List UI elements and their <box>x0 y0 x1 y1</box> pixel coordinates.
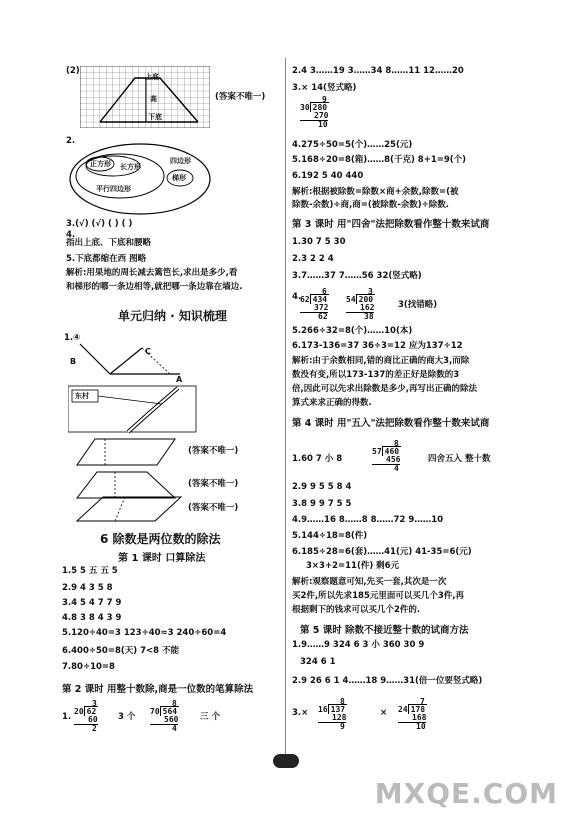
answer-line: 3.4 5 4 7 7 9 <box>62 598 122 608</box>
analysis-line: 解析:根据被除数=除数×商+余数,除数=(被 <box>292 187 459 197</box>
long-division: 7 24 178 168 10 <box>398 697 427 731</box>
answer-line: 5.120÷40=3 123÷40≈3 240÷60=4 <box>62 628 227 638</box>
answer-line: 2.9 9 5 5 8 4 <box>292 482 352 492</box>
answer-note: (答案不唯一) <box>215 92 266 102</box>
analysis-line: 倍,因此可以先求出除数是多少,再写出正确的除法 <box>292 384 477 394</box>
answer-line: 3 个 <box>118 712 136 722</box>
point-label-a: A <box>176 375 183 384</box>
answer-line: 7.80÷10=8 <box>62 662 115 672</box>
answer-line: 4. <box>292 292 302 302</box>
long-division: 8 57 460 456 4 <box>372 439 401 473</box>
analysis-line: 解析:由于余数相同,错的商比正确的商大3,而除 <box>292 356 470 366</box>
answer-line: 4. <box>66 230 76 240</box>
answer-line: 3.(√) (√) ( ) ( ) <box>66 219 133 229</box>
answer-line: 四舍五入 整十数 <box>428 454 491 464</box>
angle-figure <box>70 340 190 380</box>
answer-line: 1.60 7 小 8 <box>292 454 343 464</box>
answer-line: 3(找错略) <box>398 300 438 310</box>
page-number-badge <box>273 754 299 768</box>
analysis-line: 数没有变,所以173-137的差正好是除数的3 <box>292 370 460 380</box>
long-division: 8 70 564 560 4 <box>150 699 179 733</box>
venn-label-rect: 长方形 <box>120 163 141 171</box>
answer-line: 6.400÷50=8(天) 7<8 不能 <box>62 646 180 656</box>
answer-line: × <box>380 708 388 718</box>
lesson-title: 第 4 课时 用"五入"法把除数看作整十数来试商 <box>292 418 490 429</box>
long-division: 6 62 434 372 62 <box>300 287 329 321</box>
long-division: 8 16 137 128 9 <box>318 697 347 731</box>
answer-line: 2.9 4 3 5 8 <box>62 583 113 593</box>
map-label: 东村 <box>75 392 89 400</box>
answer-line: 指出上底、下底和腰略 <box>66 238 152 248</box>
point-label-b: B <box>70 357 77 366</box>
answer-note: (答案不唯一) <box>188 479 239 489</box>
site-watermark: MXQE.COM <box>374 777 558 810</box>
answer-line: 4.9……16 8……8 8……72 9……10 <box>292 515 444 525</box>
answer-line: 1.30 7 5 30 <box>292 237 346 247</box>
answer-line: 6.192 5 40 440 <box>292 171 364 181</box>
analysis-line: 除数-余数)÷商,商=(被除数-余数)÷除数. <box>292 200 450 210</box>
answer-line: 324 6 1 <box>300 657 336 667</box>
answer-line: 6.185÷28=6(套)……41(元) 41-35=6(元) <box>292 547 472 557</box>
answer-line: 4.8 3 8 4 3 9 <box>62 613 122 623</box>
answer-line: 5.266÷32=8(个)……10(本) <box>292 326 413 336</box>
parallelogram-figure <box>75 437 185 467</box>
point-label-c: C <box>145 347 151 356</box>
venn-label-quad: 四边形 <box>170 157 191 165</box>
analysis-line: 解析:观察题意可知,先买一套,其次是一次 <box>292 577 447 587</box>
analysis-line: 和梯形的哪一条边相等,就把哪一条边靠在墙边. <box>66 282 243 292</box>
answer-line: 5.168÷20=8(箱)……8(千克) 8+1=9(个) <box>292 155 467 165</box>
answer-line: 2.4 3……19 3……34 8……11 12……20 <box>292 66 464 76</box>
answer-line: 1. <box>62 712 72 722</box>
answer-line: 6.173-136=37 36÷3=12 应为137÷12 <box>292 341 463 351</box>
chapter-title: 6 除数是两位数的除法 <box>100 532 221 546</box>
answer-line: 3×3+2=11(件) 剩6元 <box>306 561 400 571</box>
answer-note: (答案不唯一) <box>188 446 239 456</box>
lesson-title: 第 1 课时 口算除法 <box>118 553 206 564</box>
answer-line: 1.9……9 324 6 3 小 360 30 9 <box>292 640 425 650</box>
analysis-line: 买2件,所以先求185元里面可以买几个3件,再 <box>292 591 465 601</box>
answer-line: 3.× <box>292 708 309 718</box>
answer-note: (答案不唯一) <box>188 503 239 513</box>
analysis-line: 根据剩下的钱求可以买几个2件的. <box>292 605 421 615</box>
lesson-title: 第 5 课时 除数不接近整十数的试商方法 <box>300 625 469 636</box>
answer-line: 三 个 <box>200 712 220 722</box>
answer-line: 5.144÷18=8(件) <box>292 531 368 541</box>
answer-line: 3.7……37 7……56 32(竖式略) <box>292 271 422 281</box>
analysis-line: 算式来求正确的得数. <box>292 398 372 408</box>
answer-line: 2. <box>66 136 76 146</box>
long-division: 3 20 62 60 2 <box>74 699 98 733</box>
venn-label-para: 平行四边形 <box>96 185 131 193</box>
analysis-line: 解析:用果地的周长减去篱笆长,求出是多少,看 <box>66 268 238 278</box>
unit-summary-title: 单元归纳 · 知识梳理 <box>118 309 227 323</box>
venn-diagram <box>68 142 213 216</box>
answer-line: 3.× 14(竖式略) <box>292 83 357 93</box>
answer-line: 5.下底都缩在西 图略 <box>66 254 147 264</box>
venn-label-square: 正方形 <box>90 160 111 168</box>
column-divider <box>285 58 286 758</box>
answer-line: 1.④ <box>64 333 81 343</box>
lesson-title: 第 2 课时 用整十数除,商是一位数的笔算除法 <box>62 684 254 695</box>
answer-line: 3.8 9 9 7 5 5 <box>292 499 352 509</box>
long-division: 3 54 200 162 38 <box>346 287 375 321</box>
venn-label-trap: 梯形 <box>172 174 186 182</box>
answer-line: 4.275÷50=5(个)……25(元) <box>292 140 413 150</box>
answer-line: (2) <box>66 66 80 76</box>
answer-line: 1.5 5 五 五 5 <box>62 566 118 576</box>
answer-line: 2.9 26 6 1 4……18 9……31(倍一位要竖式略) <box>292 676 483 686</box>
answer-line: 2.3 2 2 4 <box>292 254 334 264</box>
lesson-title: 第 3 课时 用"四舍"法把除数看作整十数来试商 <box>292 219 490 230</box>
figure-label-bottom: 下底 <box>148 113 162 121</box>
figure-label-height: 高 <box>150 95 157 103</box>
figure-label-top: 上底 <box>145 73 159 81</box>
long-division: 9 30 280 270 10 <box>300 95 329 129</box>
parallelogram-figure-2 <box>75 495 185 523</box>
